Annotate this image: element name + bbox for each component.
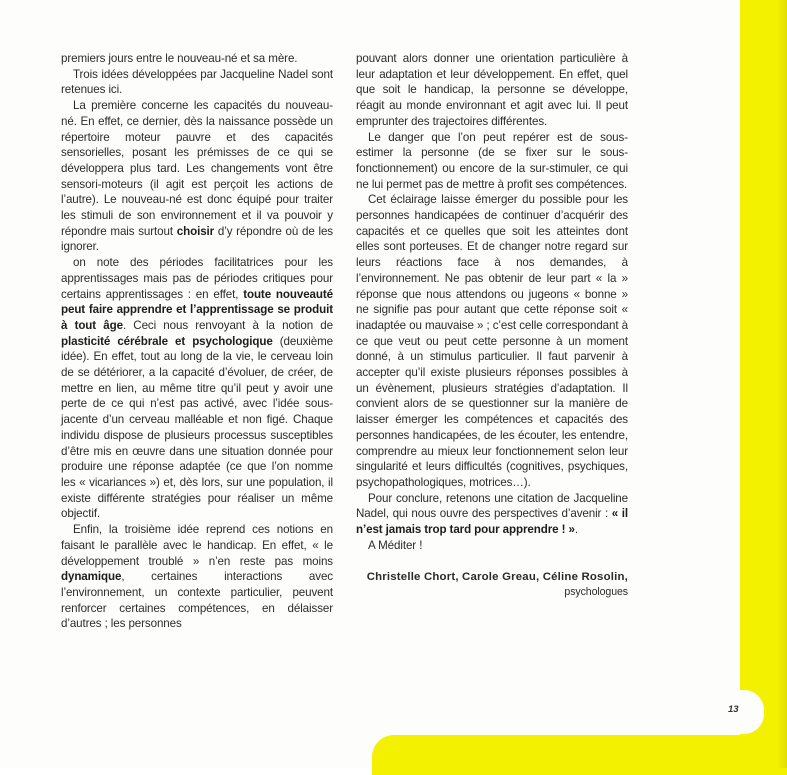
paragraph: on note des périodes facilitatrices pour les apprentissages mais pas de périodes critiques pour certains apprentissages : en effet, toute nouveauté peut faire apprendre et l’apprentissage se produit à tout âge. Ceci nous renvoyant à la notion de plasticité cérébrale et psychologique (deuxième idée). En effet, tout au long de la vie, le cerveau loin de se détériorer, a la capacité d’évoluer, de créer, de mettre en lien, au même titre qu’il peut y avoir une perte de ce qui n’est pas activé, avec l’idée sous-jacente d’un cerveau malléable et non figé. Chaque individu dispose de plusieurs processus susceptibles d’être mis en œuvre dans une situation donnée pour produire une réponse adaptée (ce que l’on nomme les « vicariances ») et, dès lors, sur une population, il existe différente stratégies pour réaliser un même objectif. [61,256,334,521]
bold-quote: « il n’est jamais trop tard pour apprendre ! » [356,507,628,537]
spine-label [748,30,778,130]
paragraph: Le danger que l’on peut repérer est de sous-estimer la personne (de se fixer sur le sous-fonctionnement) ou encore de la sur-stimuler, ce qui ne lui permet pas de mettre à profit ses compétences. [356,130,628,191]
paragraph: premiers jours entre le nouveau-né et sa mère. [61,52,298,65]
bold-text: choisir [176,224,215,238]
bold-text: plasticité cérébrale et psychologique [61,334,273,348]
page-edge-shadow [777,0,787,768]
paragraph: Cet éclairage laisse émerger du possible pour les personnes handicapées de continuer d’acquérir des capacités et ce quelles que soit les atteintes dont elles sont porteuses. Et de changer notre regard sur leurs réactions face à nos demandes, à l’environnement. Ne pas obtenir de leur part « la » réponse que nous attendons ou jugeons « bonne » ne signifie pas pour autant que cette réponse soit « inadaptée ou mauvaise » ; c’est celle correspondant à ce que veut ou peut cette personne à un moment donné, à un stimulus particulier. Il faut parvenir à accepter qu’il existe plusieurs réponses possibles à un évènement, plusieurs stratégies d’adaptation. Il convient alors de se questionner sur la manière de laisser émerger les compétences et capacités des personnes handicapées, de les écouter, les entendre, comprendre au mieux leur fonctionnement selon leur singularité et leurs difficultés (cognitives, psychiques, psychopathologiques, motrices…). [356,193,628,489]
signature-role: psychologues [564,586,628,599]
yellow-bottom-band [372,735,787,775]
bold-text: dynamique [61,570,122,584]
paragraph: Pour conclure, retenons une citation de Jacqueline Nadel, qui nous ouvre des perspectives d’avenir : « il n’est jamais trop tard pour apprendre ! ». [356,491,628,537]
right-column [356,51,628,601]
left-column [61,51,333,632]
paragraph: Enfin, la troisième idée reprend ces notions en faisant le parallèle avec le handicap. En effet, « le développement troublé » n’en reste pas moins dynamique, certaines interactions avec l’environnement, un contexte particulier, peuvent renforcer certaines compétences, en délaisser d’autres ; les personnes [61,523,333,631]
paragraph: Trois idées développées par Jacqueline Nadel sont retenues ici. [61,67,333,97]
signature [356,570,628,601]
paragraph: A Méditer ! [368,538,423,552]
page-number: 13 [728,704,739,715]
paragraph: La première concerne les capacités du nouveau-né. En effet, ce dernier, dès la naissance possède un répertoire moteur pauvre et des capacités sensorielles, posant les prémisses de ce qui se développera plus tard. Les changements vont être sensori-moteurs (il agit est perçoit les actions de l’autre). Le nouveau-né est donc équipé pour traiter les stimuli de son environnement et il va pouvoir y répondre mais surtout choisir d’y répondre où de les ignorer. [61,99,333,254]
signature-names: Christelle Chort, Carole Greau, Céline Rosolin, [366,570,628,583]
bold-text: toute nouveauté peut faire apprendre et l’apprentissage se produit à tout âge [61,287,333,332]
paragraph: pouvant alors donner une orientation particulière à leur adaptation et leur développement. En effet, quel que soit le handicap, la personne se développe, réagit au monde environnant et agit avec lui. Il peut emprunter des trajectoires différentes. [356,52,628,128]
